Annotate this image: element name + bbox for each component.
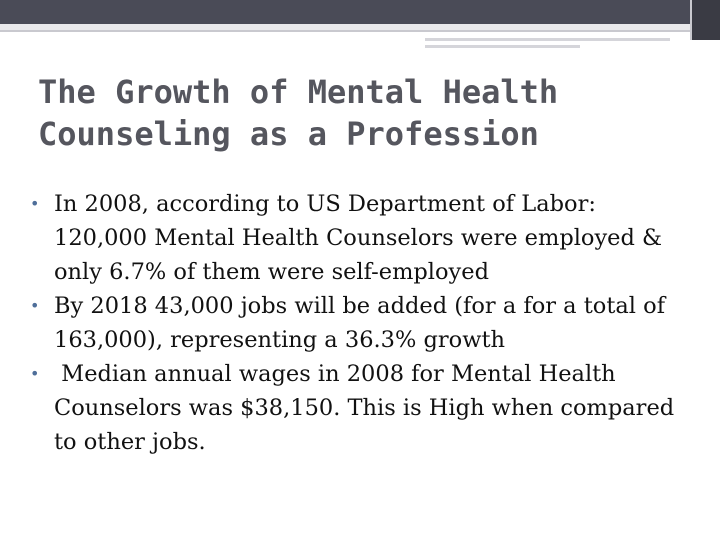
bullet-item-1 bbox=[26, 187, 696, 289]
header-divider-line bbox=[0, 30, 690, 32]
slide-title: The Growth of Mental Health Counseling as a Profession bbox=[38, 73, 559, 153]
bullet-icon: • bbox=[30, 296, 40, 315]
bullet-list bbox=[26, 187, 696, 459]
bullet-icon: • bbox=[30, 194, 40, 213]
top-decorative-band bbox=[0, 0, 720, 24]
bullet-text-1: In 2008, according to US Department of Labor: 120,000 Mental Health Counselors were employed & only 6.7% of them were self-employed bbox=[54, 191, 663, 285]
header-accent-line-1 bbox=[425, 38, 670, 41]
bullet-item-2 bbox=[26, 289, 696, 357]
bullet-text-3: Median annual wages in 2008 for Mental Health Counselors was $38,150. This is High when compared to other jobs. bbox=[54, 361, 682, 455]
bullet-item-3 bbox=[26, 357, 696, 459]
bullet-icon: • bbox=[30, 364, 40, 383]
top-corner-accent bbox=[690, 0, 720, 40]
header-accent-line-2 bbox=[425, 45, 580, 48]
bullet-text-2: By 2018 43,000 jobs will be added (for a for a total of 163,000), representing a 36.3% growth bbox=[54, 293, 666, 353]
